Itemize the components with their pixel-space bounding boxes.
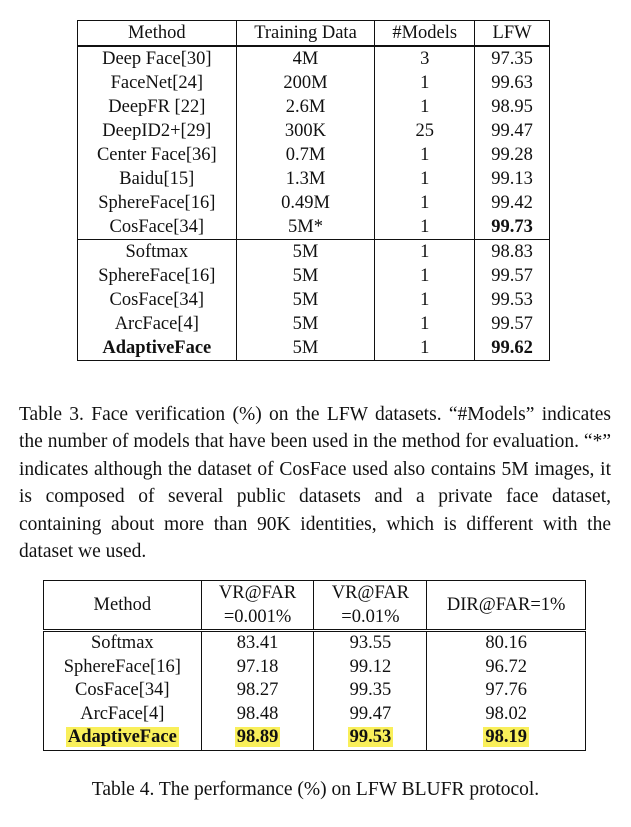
table-4 [43,580,586,751]
table-row [78,143,550,167]
cell-data: 2.6M [236,95,375,119]
cell-data: 5M* [236,215,375,240]
cell-lfw: 99.28 [475,143,550,167]
cell-lfw: 99.42 [475,191,550,215]
cell-data: 5M [236,312,375,336]
cell-vr2-best [314,726,427,750]
cell-method: Baidu[15] [78,167,237,191]
cell-models: 1 [375,288,475,312]
cell-data: 5M [236,336,375,361]
cell-data: 0.49M [236,191,375,215]
highlight: 98.89 [236,727,279,747]
cell-vr1-best [201,726,314,750]
cell-data: 0.7M [236,143,375,167]
table-row [44,703,586,727]
header-vr-far-0001 [201,581,314,631]
cell-method: SphereFace[16] [44,656,202,680]
cell-models: 1 [375,215,475,240]
cell-vr1: 97.18 [201,656,314,680]
header-line: VR@FAR [218,583,297,603]
cell-data: 5M [236,288,375,312]
cell-lfw-best: 99.73 [475,215,550,240]
cell-models: 1 [375,240,475,265]
cell-lfw: 99.63 [475,71,550,95]
cell-dir: 97.76 [427,679,586,703]
cell-dir-best [427,726,586,750]
cell-vr2: 99.47 [314,703,427,727]
cell-vr2: 93.55 [314,631,427,656]
cell-method: Deep Face[30] [78,46,237,71]
highlight: AdaptiveFace [67,727,177,747]
header-method: Method [44,581,202,631]
cell-data: 300K [236,119,375,143]
cell-data: 4M [236,46,375,71]
cell-models: 1 [375,312,475,336]
table-row [78,240,550,265]
cell-method: Softmax [78,240,237,265]
cell-method-ours [44,726,202,750]
cell-models: 1 [375,191,475,215]
cell-method: CosFace[34] [78,288,237,312]
cell-lfw: 98.83 [475,240,550,265]
cell-models: 1 [375,95,475,119]
table-3-group-same-data [78,240,550,361]
table-row [78,46,550,71]
cell-data: 5M [236,264,375,288]
cell-lfw: 99.47 [475,119,550,143]
table-row [78,119,550,143]
cell-lfw-best: 99.62 [475,336,550,361]
header-vr-far-001 [314,581,427,631]
cell-method: Center Face[36] [78,143,237,167]
cell-models: 1 [375,264,475,288]
table-row [78,191,550,215]
header-method: Method [78,21,237,47]
cell-models: 1 [375,336,475,361]
table-row [78,71,550,95]
cell-models: 1 [375,167,475,191]
cell-dir: 98.02 [427,703,586,727]
cell-data: 200M [236,71,375,95]
table-row [44,679,586,703]
cell-vr2: 99.12 [314,656,427,680]
cell-models: 1 [375,143,475,167]
cell-dir: 96.72 [427,656,586,680]
header-lfw: LFW [475,21,550,47]
table-4-caption: Table 4. The performance (%) on LFW BLUFR protocol. [91,779,540,800]
header-line: VR@FAR [331,583,410,603]
header-training-data: Training Data [236,21,375,47]
table-3-group-published [78,46,550,240]
header-line: =0.01% [341,607,400,627]
cell-method-ours: AdaptiveFace [78,336,237,361]
cell-lfw: 99.13 [475,167,550,191]
table-3 [77,20,550,361]
cell-lfw: 98.95 [475,95,550,119]
table-row [44,656,586,680]
cell-models: 25 [375,119,475,143]
cell-method: DeepID2+[29] [78,119,237,143]
table-row [78,264,550,288]
cell-models: 1 [375,71,475,95]
cell-lfw: 99.57 [475,264,550,288]
cell-method: SphereFace[16] [78,191,237,215]
cell-dir: 80.16 [427,631,586,656]
cell-lfw: 97.35 [475,46,550,71]
table-row [78,336,550,361]
header-models: #Models [375,21,475,47]
table-row [78,167,550,191]
cell-vr1: 98.48 [201,703,314,727]
header-dir-far: DIR@FAR=1% [427,581,586,631]
cell-method: ArcFace[4] [44,703,202,727]
table-row [78,215,550,240]
cell-method: DeepFR [22] [78,95,237,119]
cell-lfw: 99.53 [475,288,550,312]
table-4-header-row [44,581,586,631]
cell-models: 3 [375,46,475,71]
table-3-header-row [78,21,550,47]
cell-method: ArcFace[4] [78,312,237,336]
cell-method: SphereFace[16] [78,264,237,288]
cell-vr1: 98.27 [201,679,314,703]
table-row-highlighted [44,726,586,750]
cell-method: CosFace[34] [78,215,237,240]
cell-data: 5M [236,240,375,265]
cell-method: Softmax [44,631,202,656]
table-row [78,95,550,119]
highlight: 98.19 [485,727,527,747]
table-row [44,631,586,656]
cell-method: CosFace[34] [44,679,202,703]
cell-vr2: 99.35 [314,679,427,703]
cell-lfw: 99.57 [475,312,550,336]
table-row [78,288,550,312]
header-line: =0.001% [223,607,292,627]
table-3-caption: Table 3. Face verification (%) on the LFW datasets. “#Models” indicates the number of models that have been used in the method for evaluation. “*” indicates although the dataset of CosFace used also contains 5M images, it is composed of several public datasets and a private face dataset, containing about more than 90K identities, which is different with the dataset we used. [19,403,611,562]
cell-method: FaceNet[24] [78,71,237,95]
table-row [78,312,550,336]
highlight: 99.53 [349,727,392,747]
cell-vr1: 83.41 [201,631,314,656]
cell-data: 1.3M [236,167,375,191]
